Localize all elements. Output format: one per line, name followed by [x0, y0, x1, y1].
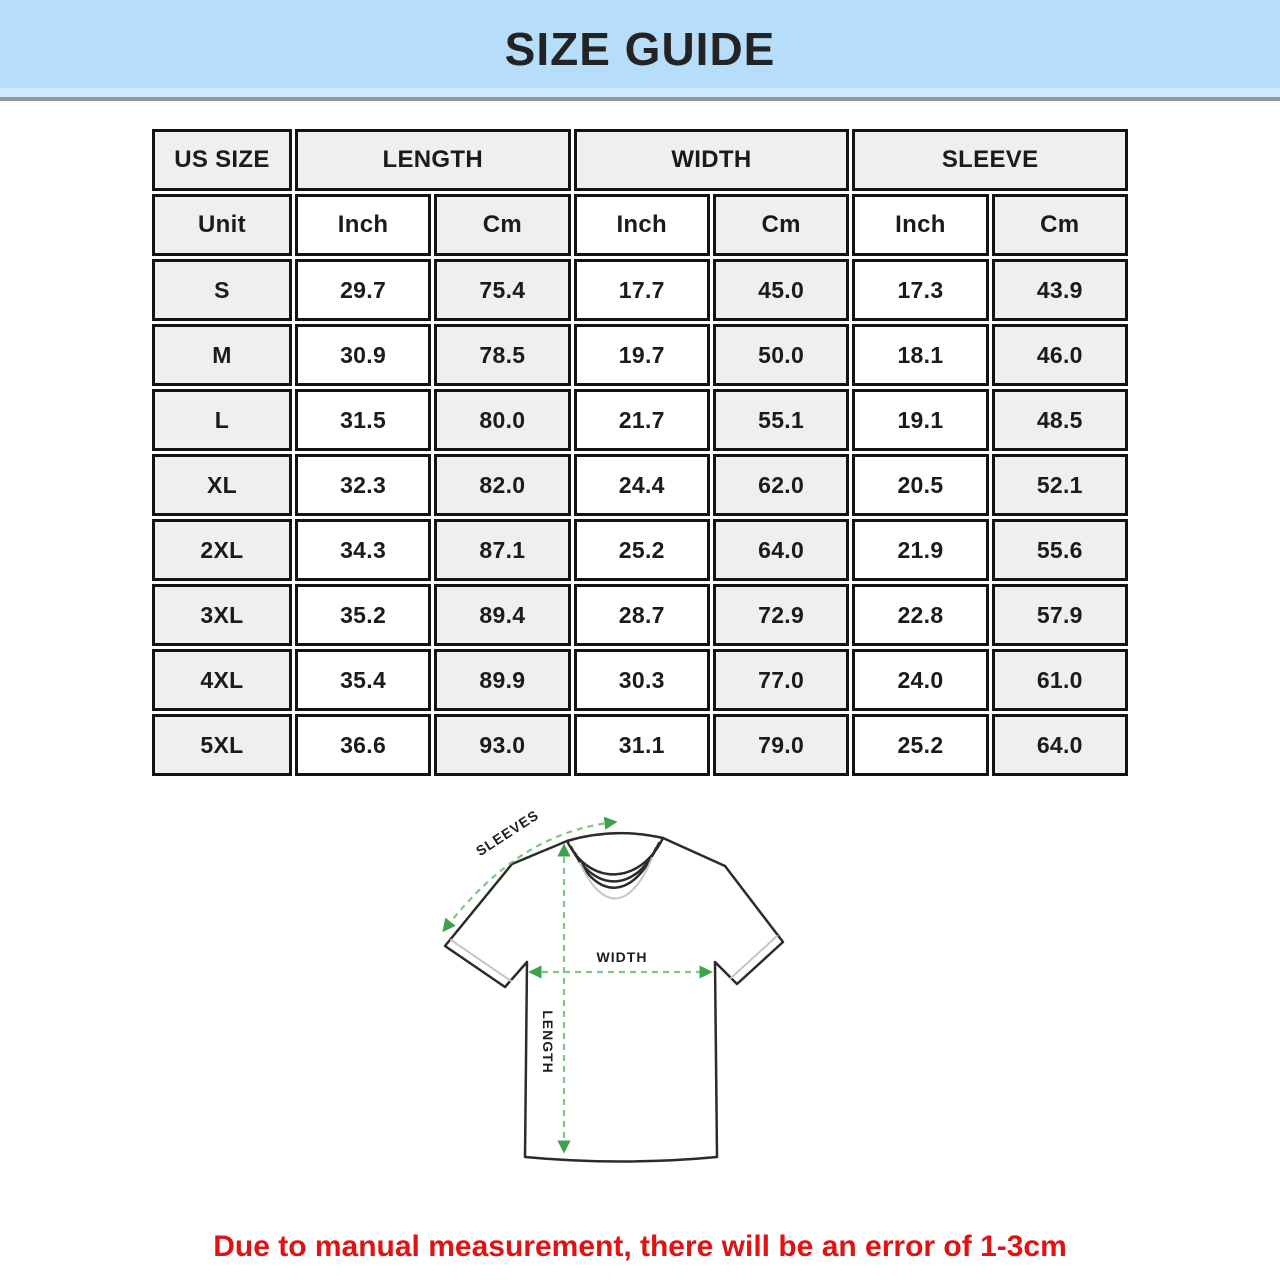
measurement-cell: 35.4	[295, 649, 431, 711]
unit-header-cell: Unit	[152, 194, 292, 256]
measurement-cell: 28.7	[574, 584, 710, 646]
size-label-cell: 2XL	[152, 519, 292, 581]
measurement-cell: 93.0	[434, 714, 570, 776]
unit-header-cell: Inch	[574, 194, 710, 256]
unit-header-cell: Inch	[295, 194, 431, 256]
size-label-cell: 5XL	[152, 714, 292, 776]
column-header-width: WIDTH	[574, 129, 850, 191]
measurement-cell: 32.3	[295, 454, 431, 516]
measurement-cell: 36.6	[295, 714, 431, 776]
size-table	[149, 126, 1131, 779]
measurement-cell: 43.9	[992, 259, 1128, 321]
measurement-disclaimer: Due to manual measurement, there will be an error of 1-3cm	[213, 1230, 1067, 1263]
measurement-cell: 57.9	[992, 584, 1128, 646]
measurement-cell: 79.0	[713, 714, 849, 776]
measurement-cell: 89.9	[434, 649, 570, 711]
size-guide-banner	[0, 0, 1280, 101]
measurement-cell: 24.4	[574, 454, 710, 516]
measurement-cell: 46.0	[992, 324, 1128, 386]
measurement-cell: 20.5	[852, 454, 988, 516]
measurement-cell: 87.1	[434, 519, 570, 581]
table-row	[152, 519, 1128, 581]
measurement-cell: 55.1	[713, 389, 849, 451]
measurement-cell: 64.0	[992, 714, 1128, 776]
column-header-length: LENGTH	[295, 129, 571, 191]
measurement-cell: 22.8	[852, 584, 988, 646]
measurement-cell: 18.1	[852, 324, 988, 386]
measurement-cell: 82.0	[434, 454, 570, 516]
measurement-cell: 77.0	[713, 649, 849, 711]
measurement-cell: 31.5	[295, 389, 431, 451]
size-label-cell: 3XL	[152, 584, 292, 646]
measurement-cell: 30.3	[574, 649, 710, 711]
measurement-cell: 25.2	[852, 714, 988, 776]
measurement-cell: 64.0	[713, 519, 849, 581]
size-label-cell: S	[152, 259, 292, 321]
measurement-cell: 62.0	[713, 454, 849, 516]
measurement-cell: 89.4	[434, 584, 570, 646]
unit-header-row	[152, 194, 1128, 256]
tshirt-measurement-diagram	[425, 801, 855, 1203]
table-row	[152, 714, 1128, 776]
measurement-cell: 34.3	[295, 519, 431, 581]
column-header-us-size: US SIZE	[152, 129, 292, 191]
measurement-cell: 78.5	[434, 324, 570, 386]
tshirt-outline	[445, 833, 783, 1161]
measurement-cell: 55.6	[992, 519, 1128, 581]
measurement-cell: 75.4	[434, 259, 570, 321]
table-row	[152, 454, 1128, 516]
measurement-cell: 21.7	[574, 389, 710, 451]
measurement-cell: 45.0	[713, 259, 849, 321]
tshirt-diagram-container	[425, 801, 855, 1208]
sleeves-label: SLEEVES	[472, 806, 542, 860]
measurement-cell: 30.9	[295, 324, 431, 386]
measurement-cell: 21.9	[852, 519, 988, 581]
measurement-cell: 80.0	[434, 389, 570, 451]
unit-header-cell: Inch	[852, 194, 988, 256]
measurement-cell: 17.3	[852, 259, 988, 321]
column-header-sleeve: SLEEVE	[852, 129, 1128, 191]
table-row	[152, 584, 1128, 646]
table-row	[152, 324, 1128, 386]
table-row	[152, 389, 1128, 451]
size-label-cell: M	[152, 324, 292, 386]
table-row	[152, 259, 1128, 321]
measurement-cell: 61.0	[992, 649, 1128, 711]
page-title: SIZE GUIDE	[504, 22, 776, 75]
size-table-body	[152, 259, 1128, 776]
length-label: LENGTH	[540, 1010, 556, 1074]
measurement-cell: 19.1	[852, 389, 988, 451]
measurement-cell: 31.1	[574, 714, 710, 776]
measurement-cell: 48.5	[992, 389, 1128, 451]
table-row	[152, 649, 1128, 711]
size-label-cell: 4XL	[152, 649, 292, 711]
measurement-cell: 35.2	[295, 584, 431, 646]
measurement-cell: 72.9	[713, 584, 849, 646]
unit-header-cell: Cm	[992, 194, 1128, 256]
size-label-cell: XL	[152, 454, 292, 516]
measurement-cell: 50.0	[713, 324, 849, 386]
measurement-cell: 17.7	[574, 259, 710, 321]
width-label: WIDTH	[596, 949, 648, 965]
unit-header-cell: Cm	[713, 194, 849, 256]
size-table-container	[149, 126, 1131, 779]
measurement-cell: 25.2	[574, 519, 710, 581]
unit-header-cell: Cm	[434, 194, 570, 256]
measurement-cell: 29.7	[295, 259, 431, 321]
group-header-row	[152, 129, 1128, 191]
measurement-cell: 52.1	[992, 454, 1128, 516]
size-label-cell: L	[152, 389, 292, 451]
measurement-cell: 19.7	[574, 324, 710, 386]
measurement-cell: 24.0	[852, 649, 988, 711]
